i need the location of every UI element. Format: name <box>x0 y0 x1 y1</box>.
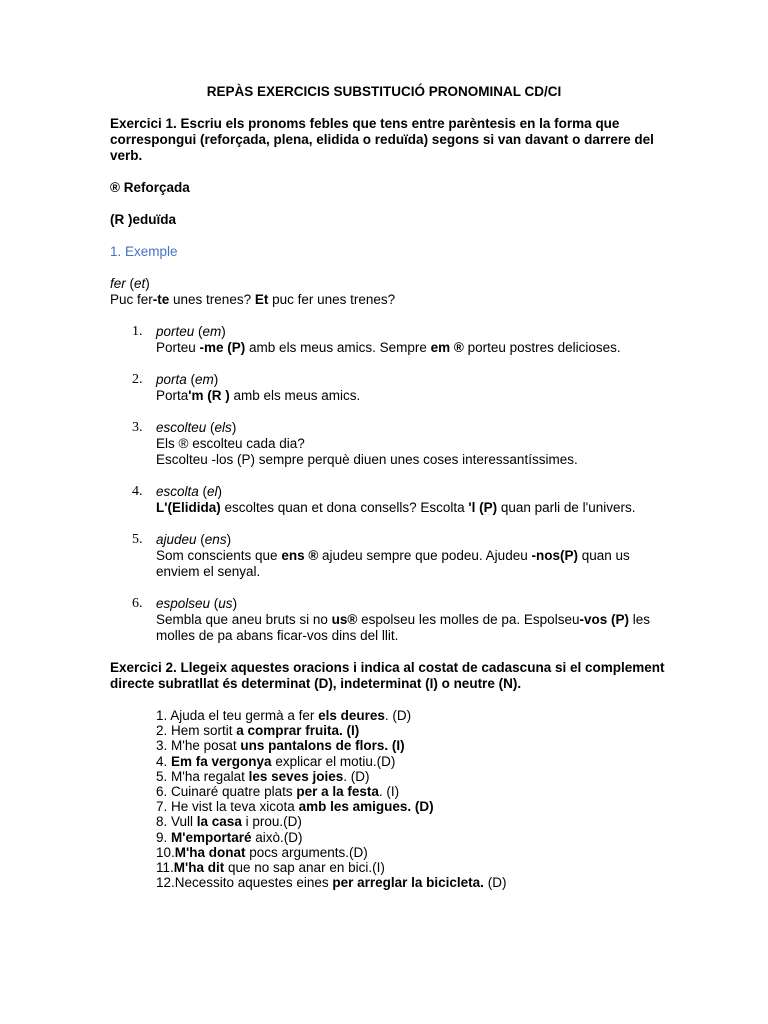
sentence-cd: els deures <box>318 708 385 723</box>
sentence-cd: M'emportaré <box>171 829 252 845</box>
item-answer: -vos (P) <box>579 612 629 627</box>
item-text: ajudeu sempre que podeu. Ajudeu <box>318 548 532 563</box>
item-text: porteu postres delicioses. <box>463 340 621 355</box>
sentence-cd: amb les amigues. (D) <box>298 799 434 815</box>
item-answer: ens ® <box>281 548 319 563</box>
item-pronoun: ens <box>204 532 227 547</box>
list-item: 4. escolta (el) L'(Elidida) escoltes quan et dona consells? Escolta 'l (P) quan parli de l'univers. <box>132 484 636 515</box>
sentence-text: 11. <box>156 860 174 876</box>
item-pronoun: els <box>214 420 232 435</box>
sentence-text: 4. <box>156 753 172 769</box>
example-heading: 1. Exemple <box>110 244 178 259</box>
exercise2-instructions: Exercici 2. Llegeix aquestes oracions i indica al costat de cadascuna si el complement directe subratllat és determinat (D), indeterminat (I) o neutre (N). <box>110 660 665 691</box>
example-answer: Et <box>254 292 269 307</box>
item-text: Porta <box>156 388 189 403</box>
example-text: puc fer unes trenes? <box>268 292 396 307</box>
sentence-item <box>156 754 670 769</box>
sentence-text: i prou.(D) <box>241 814 302 830</box>
list-item: 5. ajudeu (ens) Som conscients que ens ® ajudeu sempre que podeu. Ajudeu -nos(P) quan us enviem el senyal. <box>132 532 630 579</box>
item-answer: 'm (R ) <box>188 388 230 403</box>
item-number: 2. <box>132 372 143 387</box>
sentence-text: . (D) <box>384 708 412 723</box>
sentence-text: 6. Cuinaré quatre plats <box>156 784 297 800</box>
item-answer: L'(Elidida) <box>156 500 221 515</box>
sentence-text: 10. <box>156 844 175 860</box>
sentence-text: (D) <box>483 875 507 891</box>
item-verb: escolteu <box>156 420 207 435</box>
sentence-cd: per a la festa <box>296 784 379 800</box>
legend-reduida: (R )eduïda <box>110 212 176 227</box>
item-number: 5. <box>132 532 143 547</box>
list-item: 2. porta (em) Porta'm (R ) amb els meus amics. <box>132 372 361 403</box>
example-pronoun: et <box>134 276 146 291</box>
sentence-text: 12.Necessito aquestes eines <box>156 875 333 891</box>
item-text: escoltes quan et dona consells? Escolta <box>220 500 469 515</box>
item-answer: -me (P) <box>199 340 246 355</box>
item-text: amb els meus amics. Sempre <box>245 340 431 355</box>
item-answer: em ® <box>430 340 464 355</box>
sentence-item <box>156 875 670 890</box>
sentence-item <box>156 814 670 829</box>
item-number: 1. <box>132 324 143 339</box>
legend-reforcada: ® Reforçada <box>110 180 190 195</box>
item-text: Porteu <box>156 340 200 355</box>
item-text: amb els meus amics. <box>229 388 361 403</box>
example-verb: fer <box>110 276 126 291</box>
sentence-cd: M'ha dit <box>173 860 225 876</box>
sentence-item <box>156 784 670 799</box>
item-number: 3. <box>132 420 143 435</box>
exercise1-instructions: Exercici 1. Escriu els pronoms febles que tens entre parèntesis en la forma que correspongui (reforçada, plena, elidida o reduïda) segons si van davant o darrere del verb. <box>110 116 654 163</box>
item-pronoun: em <box>202 324 222 339</box>
sentence-text: 2. Hem sortit <box>156 723 237 739</box>
example-prompt: fer (et) <box>110 276 150 291</box>
sentence-item <box>156 860 670 875</box>
item-text: Sembla que aneu bruts si no <box>156 612 332 627</box>
example-text: Puc fer <box>110 292 153 307</box>
list-item: 1. porteu (em) Porteu -me (P) amb els meus amics. Sempre em ® porteu postres delicioses. <box>132 324 621 355</box>
sentence-text: 8. Vull <box>156 814 197 830</box>
page-title: REPÀS EXERCICIS SUBSTITUCIÓ PRONOMINAL CD/CI <box>206 84 562 99</box>
sentence-cd: per arreglar la bicicleta. <box>332 875 484 891</box>
item-answer: 'l (P) <box>468 500 498 515</box>
list-item: 6. espolseu (us) Sembla que aneu bruts si no us® espolseu les molles de pa. Espolseu-vos (P) les molles de pa abans ficar-vos dins del llit. <box>132 596 650 643</box>
sentence-cd: la casa <box>196 814 242 830</box>
item-text: quan parli de l'univers. <box>497 500 636 515</box>
item-pronoun: el <box>207 484 218 499</box>
sentence-text: 7. He vist la teva xicota <box>156 799 299 815</box>
item-number: 4. <box>132 484 143 499</box>
sentence-text: pocs arguments.(D) <box>245 844 368 860</box>
exercise2-list <box>110 708 670 890</box>
sentence-cd: a comprar fruita. (I) <box>236 723 360 739</box>
item-verb: porteu <box>156 324 195 339</box>
sentence-text: 9. <box>156 829 172 845</box>
item-verb: escolta <box>156 484 199 499</box>
example-line <box>110 292 670 308</box>
item-number: 6. <box>132 596 143 611</box>
sentence-text: 3. M'he posat <box>156 738 241 754</box>
exercise1-list <box>110 324 670 644</box>
sentence-item <box>156 723 670 738</box>
sentence-text: que no sap anar en bici.(I) <box>224 860 385 876</box>
sentence-text: 1. Ajuda el teu germà a fer <box>156 708 319 723</box>
document-page <box>110 84 670 890</box>
list-item: 3. escolteu (els) Els ® escolteu cada dia? Escolteu -los (P) sempre perquè diuen unes coses interessantíssimes. <box>110 420 670 468</box>
item-pronoun: em <box>195 372 214 387</box>
item-pronoun: us <box>218 596 233 611</box>
sentence-text: . (I) <box>378 784 400 800</box>
example-text: unes trenes? <box>169 292 255 307</box>
sentence-item <box>156 738 670 753</box>
sentence-cd: uns pantalons de flors. (I) <box>240 738 405 754</box>
item-answer: us® <box>331 612 358 627</box>
item-verb: espolseu <box>156 596 211 611</box>
item-text: Escolteu -los (P) sempre perquè diuen unes coses interessantíssimes. <box>156 452 578 467</box>
sentence-item <box>156 708 670 723</box>
item-text: espolseu les molles de pa. Espolseu <box>357 612 580 627</box>
sentence-text: això.(D) <box>251 829 303 845</box>
sentence-text: . (D) <box>343 768 370 784</box>
item-text: Els ® escolteu cada dia? <box>156 436 305 451</box>
sentence-text: 5. M'ha regalat <box>156 768 249 784</box>
sentence-item <box>156 830 670 845</box>
sentence-item <box>156 769 670 784</box>
sentence-cd: M'ha donat <box>174 844 246 860</box>
sentence-cd: Em fa vergonya <box>171 753 272 769</box>
example-answer: -te <box>152 292 170 307</box>
sentence-text: explicar el motiu.(D) <box>271 753 396 769</box>
item-answer: -nos(P) <box>531 548 578 563</box>
sentence-item <box>156 799 670 814</box>
item-text: les molles de pa abans ficar-vos dins del llit. <box>156 612 650 643</box>
item-verb: ajudeu <box>156 532 197 547</box>
item-text: quan us enviem el senyal. <box>156 548 630 579</box>
item-text: Som conscients que <box>156 548 282 563</box>
item-verb: porta <box>156 372 187 387</box>
sentence-cd: les seves joies <box>248 768 344 784</box>
sentence-item <box>156 845 670 860</box>
